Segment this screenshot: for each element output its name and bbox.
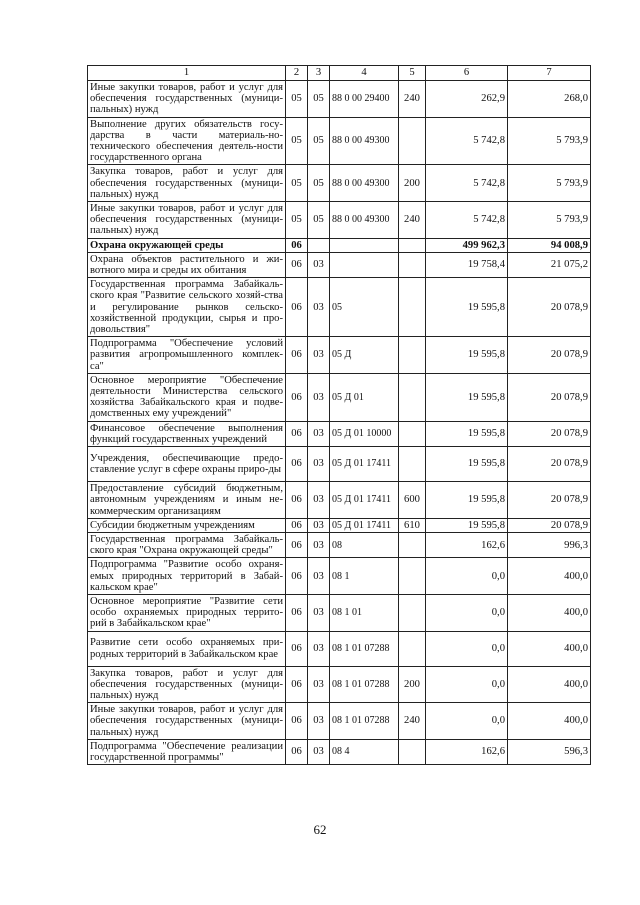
cell-v6: 0,0 <box>426 631 508 666</box>
cell-csr: 08 1 01 07288 <box>330 666 399 703</box>
cell-sec: 06 <box>286 594 308 631</box>
cell-v7: 400,0 <box>508 703 591 740</box>
cell-csr: 05 Д 01 10000 <box>330 421 399 446</box>
cell-v6: 19 595,8 <box>426 421 508 446</box>
cell-sub: 03 <box>308 373 330 421</box>
cell-sec: 05 <box>286 202 308 239</box>
table-row <box>88 594 591 631</box>
table-row <box>88 631 591 666</box>
cell-csr: 05 Д 01 17411 <box>330 518 399 532</box>
cell-sub <box>308 238 330 252</box>
cell-sub: 03 <box>308 594 330 631</box>
cell-name: Иные закупки товаров, работ и услуг для обеспечения государственных (муници-пальных) нужд <box>88 202 286 239</box>
cell-vr: 200 <box>399 165 426 202</box>
cell-name: Учреждения, обеспечивающие предо-ставление услуг в сфере охраны приро-ды <box>88 447 286 482</box>
cell-sec: 06 <box>286 278 308 337</box>
cell-sub: 03 <box>308 482 330 519</box>
cell-v6: 0,0 <box>426 703 508 740</box>
cell-name: Подпрограмма "Развитие особо охраня-емых природных территорий в Забай-кальском крае" <box>88 558 286 595</box>
table-row <box>88 703 591 740</box>
cell-csr: 08 1 01 07288 <box>330 703 399 740</box>
cell-sec: 05 <box>286 165 308 202</box>
cell-vr <box>399 337 426 374</box>
cell-v6: 0,0 <box>426 558 508 595</box>
cell-sub: 03 <box>308 532 330 557</box>
table-row <box>88 482 591 519</box>
cell-name: Финансовое обеспечение выполнения функций государственных учреждений <box>88 421 286 446</box>
budget-table <box>87 65 591 765</box>
cell-v7: 400,0 <box>508 631 591 666</box>
cell-name: Выполнение других обязательств госу-дарства в части материаль-но-технического обеспечения деятель-ности государственного органа <box>88 117 286 165</box>
cell-v7: 20 078,9 <box>508 337 591 374</box>
cell-name: Основное мероприятие "Развитие сети особо охраняемых природных террито-рий в Забайкальском крае" <box>88 594 286 631</box>
cell-v6: 0,0 <box>426 594 508 631</box>
cell-name: Основное мероприятие "Обеспечение деятельности Министерства сельского хозяйства Забайкальского края и подве-домственных ему учреждений" <box>88 373 286 421</box>
cell-sub: 03 <box>308 558 330 595</box>
cell-name: Иные закупки товаров, работ и услуг для обеспечения государственных (муници-пальных) нужд <box>88 81 286 118</box>
cell-v7: 400,0 <box>508 666 591 703</box>
cell-sub: 03 <box>308 703 330 740</box>
cell-v7: 996,3 <box>508 532 591 557</box>
cell-v6: 19 595,8 <box>426 278 508 337</box>
cell-v6: 19 595,8 <box>426 337 508 374</box>
cell-sec: 06 <box>286 238 308 252</box>
cell-sub: 05 <box>308 81 330 118</box>
table-row <box>88 81 591 118</box>
header-cell: 6 <box>426 66 508 81</box>
table-row <box>88 666 591 703</box>
cell-sec: 06 <box>286 421 308 446</box>
cell-v7: 596,3 <box>508 739 591 764</box>
cell-vr <box>399 373 426 421</box>
table-body <box>88 81 591 765</box>
cell-csr: 88 0 00 49300 <box>330 117 399 165</box>
cell-v6: 19 595,8 <box>426 518 508 532</box>
cell-csr: 08 1 01 <box>330 594 399 631</box>
cell-vr <box>399 421 426 446</box>
cell-vr: 240 <box>399 703 426 740</box>
cell-sec: 05 <box>286 117 308 165</box>
cell-vr <box>399 252 426 277</box>
cell-sub: 03 <box>308 252 330 277</box>
cell-name: Охрана объектов растительного и жи-вотного мира и среды их обитания <box>88 252 286 277</box>
cell-v7: 20 078,9 <box>508 518 591 532</box>
cell-vr: 240 <box>399 202 426 239</box>
cell-sub: 03 <box>308 739 330 764</box>
cell-sec: 06 <box>286 532 308 557</box>
table-row <box>88 447 591 482</box>
header-cell: 5 <box>399 66 426 81</box>
cell-csr: 88 0 00 49300 <box>330 202 399 239</box>
cell-vr <box>399 631 426 666</box>
table-row <box>88 165 591 202</box>
cell-vr: 240 <box>399 81 426 118</box>
cell-csr: 05 Д <box>330 337 399 374</box>
table-row <box>88 739 591 764</box>
cell-v6: 0,0 <box>426 666 508 703</box>
cell-csr <box>330 238 399 252</box>
cell-vr <box>399 594 426 631</box>
cell-v6: 5 742,8 <box>426 117 508 165</box>
cell-vr <box>399 278 426 337</box>
cell-name: Закупка товаров, работ и услуг для обеспечения государственных (муници-пальных) нужд <box>88 165 286 202</box>
cell-csr: 88 0 00 49300 <box>330 165 399 202</box>
table-row <box>88 117 591 165</box>
cell-csr: 05 <box>330 278 399 337</box>
cell-v7: 20 078,9 <box>508 482 591 519</box>
cell-csr <box>330 252 399 277</box>
cell-v7: 20 078,9 <box>508 373 591 421</box>
cell-v7: 400,0 <box>508 594 591 631</box>
cell-csr: 05 Д 01 <box>330 373 399 421</box>
cell-csr: 05 Д 01 17411 <box>330 447 399 482</box>
cell-name: Закупка товаров, работ и услуг для обеспечения государственных (муници-пальных) нужд <box>88 666 286 703</box>
cell-sec: 06 <box>286 252 308 277</box>
table-row <box>88 278 591 337</box>
table-row <box>88 518 591 532</box>
cell-name: Подпрограмма "Обеспечение реализации государственной программы" <box>88 739 286 764</box>
cell-v6: 19 758,4 <box>426 252 508 277</box>
cell-name: Предоставление субсидий бюджетным, автономным учреждениям и иным не-коммерческим организациям <box>88 482 286 519</box>
cell-vr <box>399 238 426 252</box>
cell-name: Государственная программа Забайкаль-ского края "Охрана окружающей среды" <box>88 532 286 557</box>
cell-v7: 20 078,9 <box>508 278 591 337</box>
cell-vr: 610 <box>399 518 426 532</box>
cell-sec: 05 <box>286 81 308 118</box>
cell-csr: 88 0 00 29400 <box>330 81 399 118</box>
cell-sub: 03 <box>308 278 330 337</box>
cell-sub: 03 <box>308 447 330 482</box>
table-row <box>88 202 591 239</box>
table-row <box>88 373 591 421</box>
cell-v6: 499 962,3 <box>426 238 508 252</box>
cell-name: Иные закупки товаров, работ и услуг для обеспечения государственных (муници-пальных) нужд <box>88 703 286 740</box>
cell-v6: 262,9 <box>426 81 508 118</box>
cell-sec: 06 <box>286 558 308 595</box>
cell-sec: 06 <box>286 631 308 666</box>
cell-sub: 05 <box>308 117 330 165</box>
cell-v7: 5 793,9 <box>508 117 591 165</box>
table-row <box>88 238 591 252</box>
cell-vr <box>399 558 426 595</box>
cell-v6: 19 595,8 <box>426 373 508 421</box>
cell-sub: 03 <box>308 631 330 666</box>
cell-v7: 94 008,9 <box>508 238 591 252</box>
cell-sub: 05 <box>308 165 330 202</box>
cell-v6: 5 742,8 <box>426 202 508 239</box>
cell-csr: 08 4 <box>330 739 399 764</box>
cell-sub: 03 <box>308 421 330 446</box>
cell-sub: 03 <box>308 337 330 374</box>
cell-sec: 06 <box>286 739 308 764</box>
cell-csr: 05 Д 01 17411 <box>330 482 399 519</box>
cell-csr: 08 <box>330 532 399 557</box>
cell-vr: 200 <box>399 666 426 703</box>
cell-csr: 08 1 <box>330 558 399 595</box>
table-row <box>88 252 591 277</box>
cell-sec: 06 <box>286 482 308 519</box>
cell-v7: 268,0 <box>508 81 591 118</box>
cell-v6: 19 595,8 <box>426 482 508 519</box>
cell-sec: 06 <box>286 373 308 421</box>
cell-v7: 5 793,9 <box>508 165 591 202</box>
cell-sec: 06 <box>286 666 308 703</box>
cell-vr <box>399 447 426 482</box>
table-row <box>88 421 591 446</box>
page-number: 62 <box>313 822 327 837</box>
header-cell: 4 <box>330 66 399 81</box>
cell-sub: 03 <box>308 518 330 532</box>
cell-sub: 03 <box>308 666 330 703</box>
header-row <box>88 66 591 81</box>
cell-sec: 06 <box>286 337 308 374</box>
cell-vr <box>399 117 426 165</box>
header-cell: 1 <box>88 66 286 81</box>
cell-sec: 06 <box>286 703 308 740</box>
cell-v6: 162,6 <box>426 532 508 557</box>
cell-v6: 19 595,8 <box>426 447 508 482</box>
table-row <box>88 337 591 374</box>
header-cell: 3 <box>308 66 330 81</box>
cell-v6: 5 742,8 <box>426 165 508 202</box>
cell-name: Развитие сети особо охраняемых при-родных территорий в Забайкальском крае <box>88 631 286 666</box>
cell-v6: 162,6 <box>426 739 508 764</box>
cell-v7: 20 078,9 <box>508 447 591 482</box>
cell-vr <box>399 739 426 764</box>
cell-sec: 06 <box>286 447 308 482</box>
cell-name: Подпрограмма "Обеспечение условий развития агропромышленного комплек-са" <box>88 337 286 374</box>
cell-v7: 400,0 <box>508 558 591 595</box>
cell-name: Субсидии бюджетным учреждениям <box>88 518 286 532</box>
cell-sub: 05 <box>308 202 330 239</box>
cell-vr: 600 <box>399 482 426 519</box>
table-row <box>88 558 591 595</box>
header-cell: 2 <box>286 66 308 81</box>
cell-name: Государственная программа Забайкаль-ского края "Развитие сельского хозяй-ства и регулирование рынков сельско-хозяйственной продукции, сырья и про-довольствия" <box>88 278 286 337</box>
cell-v7: 20 078,9 <box>508 421 591 446</box>
cell-name: Охрана окружающей среды <box>88 238 286 252</box>
table-row <box>88 532 591 557</box>
header-cell: 7 <box>508 66 591 81</box>
cell-v7: 5 793,9 <box>508 202 591 239</box>
cell-csr: 08 1 01 07288 <box>330 631 399 666</box>
cell-vr <box>399 532 426 557</box>
cell-v7: 21 075,2 <box>508 252 591 277</box>
cell-sec: 06 <box>286 518 308 532</box>
